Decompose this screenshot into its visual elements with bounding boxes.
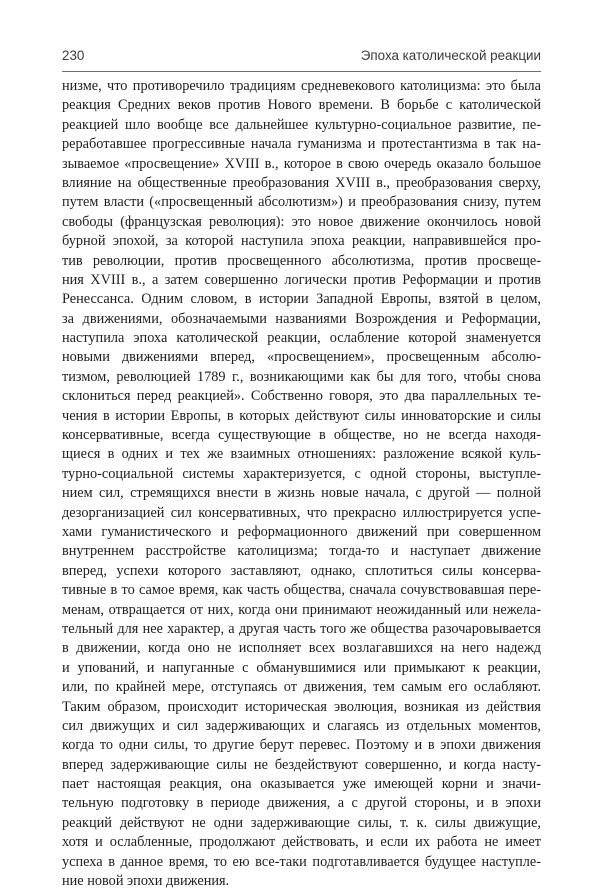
text-line: тельную подготовку в периоде движения, а с другой стороны, и в эпохи xyxy=(62,795,541,812)
text-line: когда то одни силы, то другие берут перевес. Поэтому и в эпохи движения xyxy=(62,737,541,754)
page-header xyxy=(62,44,541,66)
text-line: наступила эпоха католической реакции, ослабление которой знаменуется xyxy=(62,330,541,347)
text-line: тивные в то самое время, как часть общества, сначала сочувствовавшая пере- xyxy=(62,582,541,599)
text-line: консервативные, всегда существующие в обществе, но не всегда находя- xyxy=(62,427,541,444)
text-line: или, по крайней мере, отступаясь от движения, тем самым его ослабляют. xyxy=(62,679,541,696)
text-line: реакцией шло вообще все дальнейшее культурно-социальное развитие, пе- xyxy=(62,116,541,133)
text-line: дезорганизацией сил консервативных, что прекрасно иллюстрируется успе- xyxy=(62,504,541,521)
text-line: тельный для нее характер, а другая часть того же общества разочаровывается xyxy=(62,620,541,637)
text-line: склониться перед реакцией». Собственно говоря, это два параллельных те- xyxy=(62,388,541,405)
text-line: реакций действуют не одни задерживающие силы, т. к. силы движущие, xyxy=(62,814,541,831)
text-line: Таким образом, происходит историческая эволюция, возникая из действия xyxy=(62,698,541,715)
text-line: за движениями, обозначаемыми названиями Возрождения и Реформации, xyxy=(62,310,541,327)
text-line: низме, что противоречило традициям средневекового католицизма: это была xyxy=(62,78,541,94)
text-line: успеха в данное время, то ею все-таки подготавливается будущее наступле- xyxy=(62,853,541,870)
text-line: реакция Средних веков против Нового времени. В борьбе с католической xyxy=(62,97,541,114)
text-line: в движении, когда оно не исполняет всех возлагавшихся на него надежд xyxy=(62,640,541,657)
text-line: щиеся в одних и тех же взаимных отношениях: разложение всякой куль- xyxy=(62,446,541,463)
text-line: внутреннем расстройстве католицизма; тогда-то и наступает движение xyxy=(62,543,541,560)
text-line: хотя и ослабленные, продолжают действовать, и если их работа не имеет xyxy=(62,834,541,851)
text-line: бурной эпохой, за которой наступила эпоха реакции, направившейся про- xyxy=(62,233,541,250)
text-line: хами гуманистического и реформационного движений при совершенном xyxy=(62,523,541,540)
text-line: ния XVIII в., а затем совершенно логически против Реформации и против xyxy=(62,271,541,288)
header-rule xyxy=(62,71,541,72)
text-line: пает настоящая реакция, она оказывается уже имеющей корни и значи- xyxy=(62,776,541,793)
text-line: свободы (французская революция): это новое движение окончилось новой xyxy=(62,213,541,230)
text-line: вперед задерживающие силы не бездействуют совершенно, и когда насту- xyxy=(62,756,541,773)
text-line: вперед, успехи которого заставляют, однако, сплотиться силы консерва- xyxy=(62,562,541,579)
text-line: турно-социальной системы характеризуется, с одной стороны, выступле- xyxy=(62,465,541,482)
text-line: сил движущих и сил задерживающих и слагаясь из отдельных моментов, xyxy=(62,717,541,734)
text-line: влияние на общественные преобразования XVIII в., преобразования сверху, xyxy=(62,174,541,191)
text-line: тив революции, против просвещенного абсолютизма, против просвеще- xyxy=(62,252,541,269)
text-line: новыми движениями вперед, «просвещением», просвещенным абсолю- xyxy=(62,349,541,366)
text-line: тизмом, революцией 1789 г., возникающими как бы для того, чтобы снова xyxy=(62,368,541,385)
text-line: путем власти («просвещенный абсолютизм») и преобразования снизу, путем xyxy=(62,194,541,211)
text-line: менам, отвращается от них, когда они принимают неожиданный или нежела- xyxy=(62,601,541,618)
text-line: Ренессанса. Одним словом, в истории Западной Европы, взятой в целом, xyxy=(62,291,541,308)
text-line: ние новой эпохи движения. xyxy=(62,873,230,890)
running-title: Эпоха католической реакции xyxy=(360,48,541,63)
text-line: и упований, и напуганные с обманувшимися или примыкают к реакции, xyxy=(62,659,541,676)
page-number: 230 xyxy=(62,48,85,63)
text-line: чения в истории Европы, в которых действуют силы инноваторские и силы xyxy=(62,407,541,424)
text-line: зываемое «просвещение» XVIII в., которое в свою очередь оказало большое xyxy=(62,155,541,172)
text-line: реработавшее прогрессивные начала гуманизма и протестантизма в так на- xyxy=(62,136,541,153)
body-text xyxy=(62,77,541,891)
text-line: нием сил, стремящихся внести в жизнь новые начала, с другой — полной xyxy=(62,485,541,502)
